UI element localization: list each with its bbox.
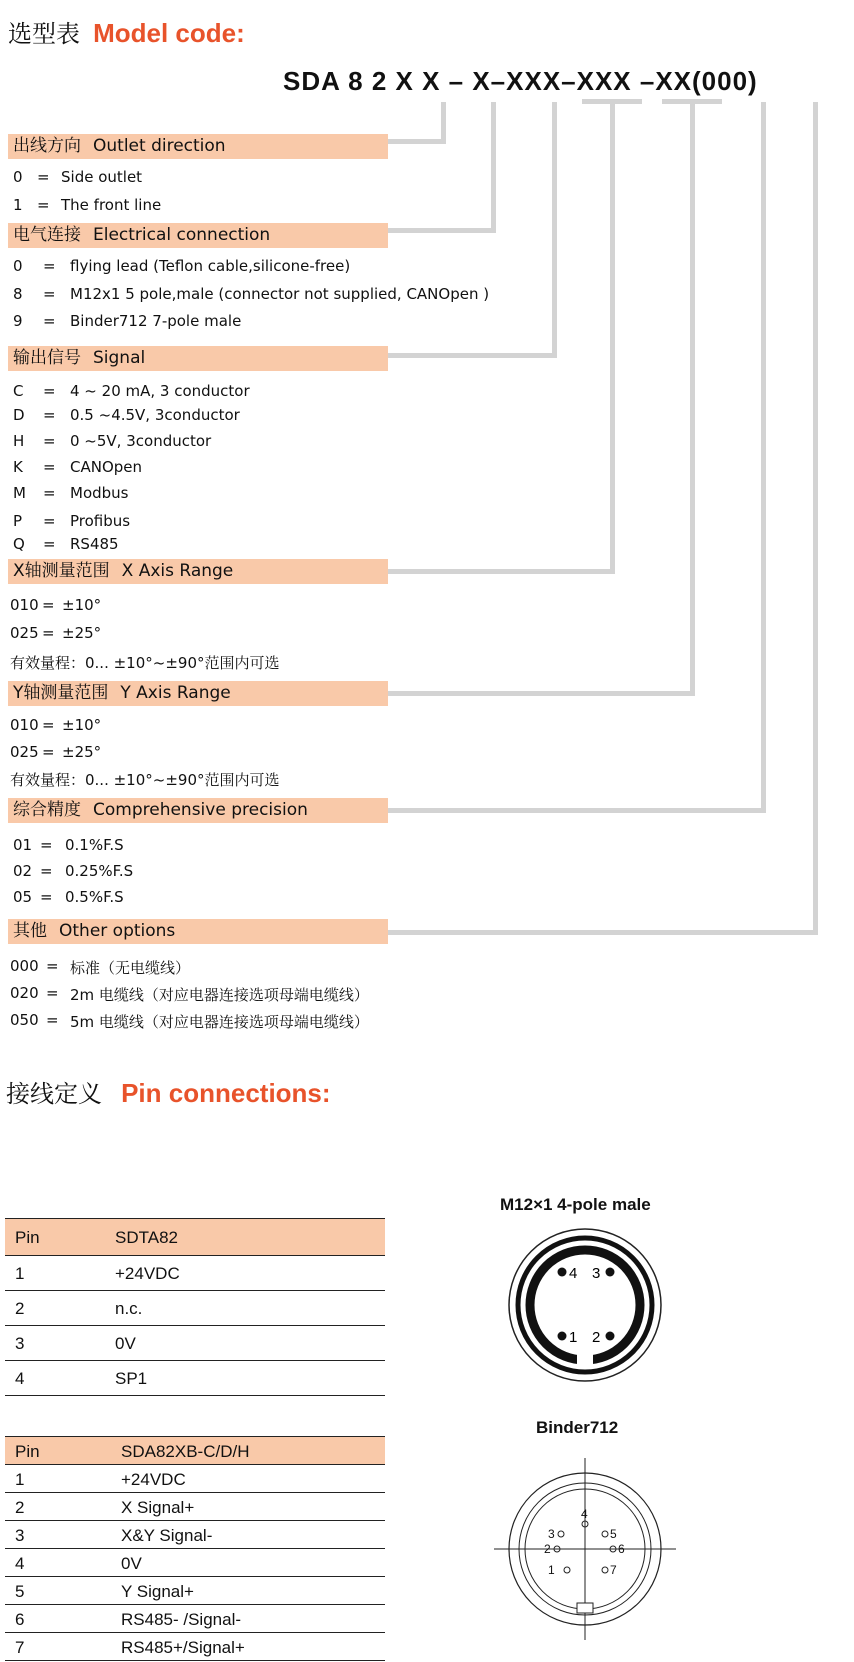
table-row: 5 Y Signal+ (5, 1577, 385, 1605)
pin-table-sda82xb (5, 1436, 385, 1661)
table-row: 3 0V (5, 1326, 385, 1361)
pin-label: 7 (610, 1563, 617, 1577)
section-x-axis-range (8, 559, 388, 584)
table-row: 2 X Signal+ (5, 1493, 385, 1521)
table-row: 1 +24VDC (5, 1256, 385, 1291)
binder712-connector-diagram (488, 1452, 682, 1646)
section-cn: 电气连接 (13, 225, 81, 245)
heading-en: Pin connections: (121, 1078, 331, 1108)
section-electrical-connection (8, 223, 388, 248)
pin-connections-heading (6, 1074, 331, 1109)
heading-en: Model code: (93, 18, 245, 48)
pin-table-sdta82 (5, 1218, 385, 1396)
table-row: 4 SP1 (5, 1361, 385, 1396)
section-en: Other options (59, 921, 176, 941)
section-comprehensive-precision (8, 798, 388, 823)
range-note: 有效量程：0... ±10°~±90°范围内可选 (10, 654, 280, 672)
section-en: Y Axis Range (120, 683, 231, 703)
section-cn: 其他 (13, 921, 47, 941)
section-en: Outlet direction (93, 136, 226, 156)
pin-4-dot (558, 1268, 567, 1277)
heading-cn: 接线定义 (6, 1080, 102, 1108)
pin-1-dot (558, 1332, 567, 1341)
binder712-diagram-title: Binder712 (536, 1418, 619, 1437)
pin-label: 4 (581, 1507, 588, 1521)
pin-3-dot (606, 1268, 615, 1277)
model-code-heading (8, 14, 245, 49)
pin-label: 3 (592, 1265, 601, 1282)
table-row: 3 X&Y Signal- (5, 1521, 385, 1549)
table-row: 2 n.c. (5, 1291, 385, 1326)
section-cn: 输出信号 (13, 348, 81, 368)
table-row: 6 RS485- /Signal- (5, 1605, 385, 1633)
pin-label: 4 (569, 1265, 578, 1282)
section-cn: 出线方向 (13, 136, 81, 156)
section-signal (8, 346, 388, 371)
section-en: X Axis Range (121, 561, 234, 581)
m12-connector-diagram (500, 1220, 670, 1390)
table-row: 4 0V (5, 1549, 385, 1577)
section-outlet-direction (8, 134, 388, 159)
section-cn: 综合精度 (13, 800, 81, 820)
pin-label: 2 (544, 1542, 551, 1556)
m12-diagram-title: M12×1 4-pole male (500, 1195, 651, 1214)
section-cn: X轴测量范围 (13, 561, 110, 581)
table-header: Pin SDA82XB-C/D/H (5, 1436, 385, 1465)
section-en: Signal (93, 348, 146, 368)
pin-label: 1 (548, 1563, 555, 1577)
table-row: 7 RS485+/Signal+ (5, 1633, 385, 1661)
pin-label: 1 (569, 1329, 578, 1346)
pin-label: 3 (548, 1527, 555, 1541)
section-cn: Y轴测量范围 (13, 683, 109, 703)
section-en: Electrical connection (93, 225, 271, 245)
table-row: 1 +24VDC (5, 1465, 385, 1493)
range-note: 有效量程：0... ±10°~±90°范围内可选 (10, 771, 280, 789)
pin-label: 5 (610, 1527, 617, 1541)
pin-label: 2 (592, 1329, 601, 1346)
pin-label: 6 (618, 1542, 625, 1556)
section-other-options (8, 919, 388, 944)
pin-2-dot (606, 1332, 615, 1341)
heading-cn: 选型表 (8, 20, 80, 48)
model-code-string: SDA 8 2 X X – X–XXX–XXX –XX(000) (283, 66, 758, 96)
table-header: Pin SDTA82 (5, 1218, 385, 1256)
section-y-axis-range (8, 681, 388, 706)
section-en: Comprehensive precision (93, 800, 308, 820)
